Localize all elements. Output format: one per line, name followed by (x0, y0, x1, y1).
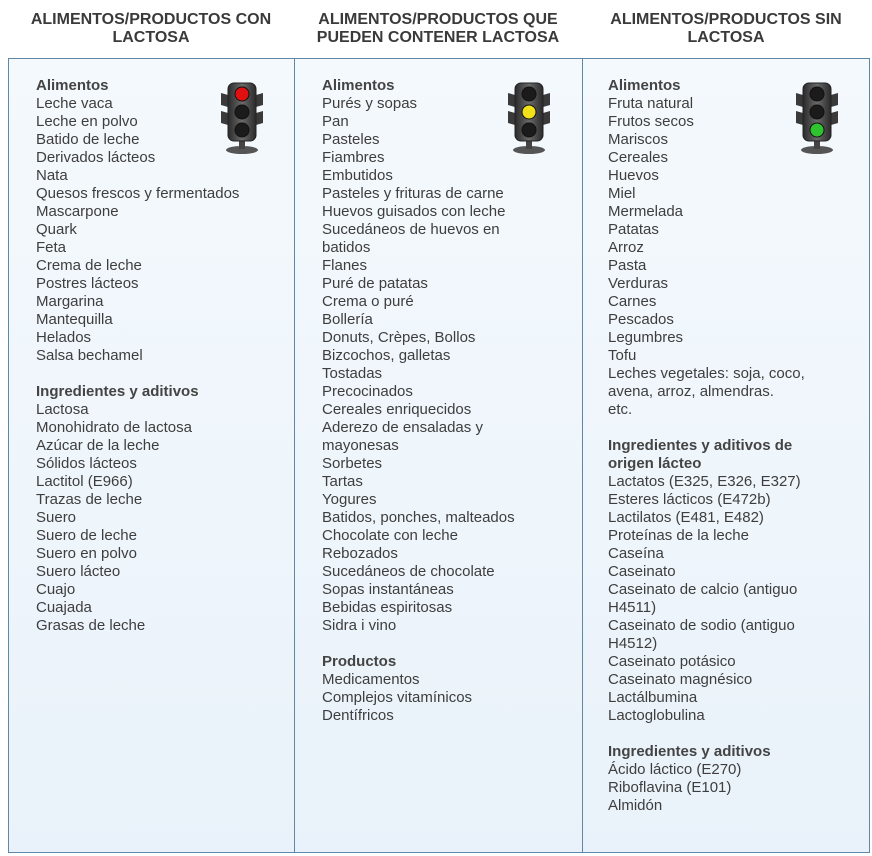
list-item: Sucedáneos de chocolate (322, 563, 495, 580)
list-item: Ácido láctico (E270) (608, 761, 742, 778)
traffic-light-red-icon (218, 81, 266, 155)
list-item: H4512) (608, 635, 658, 652)
list-item: Sopas instantáneas (322, 581, 454, 598)
list-item: Purés y sopas (322, 95, 418, 112)
header-line: PUEDEN CONTENER LACTOSA (316, 29, 560, 46)
list-item: Legumbres (608, 329, 684, 346)
section-title: Alimentos (36, 77, 109, 94)
header-line: ALIMENTOS/PRODUCTOS SIN (610, 11, 842, 28)
section-title: Alimentos (322, 77, 395, 94)
section-title: Alimentos (608, 77, 681, 94)
column-sin-lactosa (583, 59, 869, 852)
header-line: LACTOSA (112, 29, 190, 46)
list-item: H4511) (608, 599, 657, 616)
list-item: batidos (322, 239, 371, 256)
traffic-light-green-icon (793, 81, 841, 155)
lactose-table (8, 58, 870, 853)
list-item: Caseinato magnésico (608, 671, 753, 688)
list-item: Pasteles y frituras de carne (322, 185, 504, 202)
list-item: Precocinados (322, 383, 413, 400)
list-item: Yogures (322, 491, 377, 508)
header-pueden-contener-lactosa (294, 0, 582, 58)
header-line: ALIMENTOS/PRODUCTOS QUE (318, 11, 558, 28)
column-con-lactosa (9, 59, 295, 852)
section-title: Ingredientes y aditivos (608, 743, 771, 760)
list-item: Donuts, Crèpes, Bollos (322, 329, 476, 346)
section-title: Productos (322, 653, 397, 670)
list-item: Fiambres (322, 149, 385, 166)
list-item: Leches vegetales: soja, coco, (608, 365, 805, 382)
section (608, 437, 805, 725)
list-item: Puré de patatas (322, 275, 428, 292)
list-item: Mermelada (608, 203, 684, 220)
lamp-yellow (522, 105, 536, 119)
list-item: Crema de leche (36, 257, 142, 274)
list-item: Azúcar de la leche (36, 437, 160, 454)
list-item: Caseinato (608, 563, 676, 580)
list-item: Carnes (608, 293, 657, 310)
list-item: Mantequilla (36, 311, 113, 328)
list-item: Helados (36, 329, 92, 346)
list-item: Feta (36, 239, 67, 256)
list-item: mayonesas (322, 437, 399, 454)
section (322, 77, 515, 635)
list-item: Batidos, ponches, malteados (322, 509, 515, 526)
list-item: Pasta (608, 257, 647, 274)
list-item: Bebidas espiritosas (322, 599, 453, 616)
list-item: Tostadas (322, 365, 383, 382)
list-item: Patatas (608, 221, 659, 238)
section-title: Ingredientes y aditivos de (608, 437, 793, 454)
list-item: Caseinato de calcio (antiguo (608, 581, 798, 598)
list-item: Monohidrato de lactosa (36, 419, 192, 436)
list-item: Lactosa (36, 401, 89, 418)
list-item: Grasas de leche (36, 617, 146, 634)
list-item: Derivados lácteos (36, 149, 156, 166)
list-item: Quark (36, 221, 77, 238)
list-item: Riboflavina (E101) (608, 779, 732, 796)
lamp-green (810, 123, 824, 137)
list-item: Huevos (608, 167, 659, 184)
list-item: Suero en polvo (36, 545, 137, 562)
section (608, 77, 805, 419)
list-item: Mariscos (608, 131, 669, 148)
list-item: Postres lácteos (36, 275, 139, 292)
list-item: Lactitol (E966) (36, 473, 133, 490)
list-item: Pasteles (322, 131, 380, 148)
traffic-light-yellow-icon (505, 81, 553, 155)
list-item: Trazas de leche (36, 491, 143, 508)
column-content (322, 77, 515, 743)
list-item: Pescados (608, 311, 674, 328)
list-item: Flanes (322, 257, 368, 274)
header-line: LACTOSA (687, 29, 765, 46)
list-item: Tartas (322, 473, 363, 490)
list-item: Arroz (608, 239, 644, 256)
list-item: Mascarpone (36, 203, 119, 220)
list-item: Caseinato potásico (608, 653, 736, 670)
column-content (36, 77, 239, 653)
list-item: Almidón (608, 797, 663, 814)
list-item: Complejos vitamínicos (322, 689, 473, 706)
list-item: Tofu (608, 347, 637, 364)
list-item: Quesos frescos y fermentados (36, 185, 240, 202)
list-item: Proteínas de la leche (608, 527, 749, 544)
list-item: Chocolate con leche (322, 527, 458, 544)
lamp-yellow (235, 105, 249, 119)
list-item: Salsa bechamel (36, 347, 143, 364)
column-content (608, 77, 805, 833)
list-item: Esteres lácticos (E472b) (608, 491, 771, 508)
list-item: Sorbetes (322, 455, 383, 472)
list-item: Verduras (608, 275, 669, 292)
list-item: Huevos guisados con leche (322, 203, 506, 220)
list-item: avena, arroz, almendras. (608, 383, 774, 400)
list-item: Cereales (608, 149, 669, 166)
list-item: Lactatos (E325, E326, E327) (608, 473, 801, 490)
lamp-green (522, 123, 536, 137)
list-item: Cuajada (36, 599, 92, 616)
list-item: Dentífricos (322, 707, 394, 724)
list-item: Miel (608, 185, 636, 202)
list-item: etc. (608, 401, 633, 418)
list-item: Aderezo de ensaladas y (322, 419, 483, 436)
list-item: Leche vaca (36, 95, 113, 112)
section-title: Ingredientes y aditivos (36, 383, 199, 400)
section (36, 383, 239, 635)
list-item: Frutos secos (608, 113, 694, 130)
list-item: Medicamentos (322, 671, 420, 688)
list-item: Sidra i vino (322, 617, 397, 634)
lamp-red (235, 87, 249, 101)
list-item: Bizcochos, galletas (322, 347, 451, 364)
list-item: Fruta natural (608, 95, 694, 112)
list-item: Cereales enriquecidos (322, 401, 472, 418)
list-item: Nata (36, 167, 68, 184)
list-item: Batido de leche (36, 131, 140, 148)
list-item: Suero (36, 509, 77, 526)
section (36, 77, 239, 365)
list-item: Rebozados (322, 545, 398, 562)
lamp-red (810, 87, 824, 101)
list-item: Caseinato de sodio (antiguo (608, 617, 795, 634)
header-con-lactosa (8, 0, 294, 58)
list-item: Caseína (608, 545, 664, 562)
list-item: Cuajo (36, 581, 76, 598)
list-item: Suero de leche (36, 527, 137, 544)
list-item: Embutidos (322, 167, 393, 184)
list-item: Lactilatos (E481, E482) (608, 509, 764, 526)
list-item: Margarina (36, 293, 104, 310)
section (608, 743, 805, 815)
lamp-red (522, 87, 536, 101)
section (322, 653, 515, 725)
column-pueden-contener (295, 59, 583, 852)
list-item: Sólidos lácteos (36, 455, 137, 472)
list-item: Bollería (322, 311, 373, 328)
section-title: origen lácteo (608, 455, 702, 472)
list-item: Crema o puré (322, 293, 414, 310)
list-item: Lactálbumina (608, 689, 698, 706)
list-item: Pan (322, 113, 349, 130)
lamp-yellow (810, 105, 824, 119)
list-item: Sucedáneos de huevos en (322, 221, 500, 238)
list-item: Lactoglobulina (608, 707, 705, 724)
header-line: ALIMENTOS/PRODUCTOS CON (30, 11, 272, 28)
list-item: Leche en polvo (36, 113, 138, 130)
header-sin-lactosa (582, 0, 870, 58)
lamp-green (235, 123, 249, 137)
list-item: Suero lácteo (36, 563, 121, 580)
